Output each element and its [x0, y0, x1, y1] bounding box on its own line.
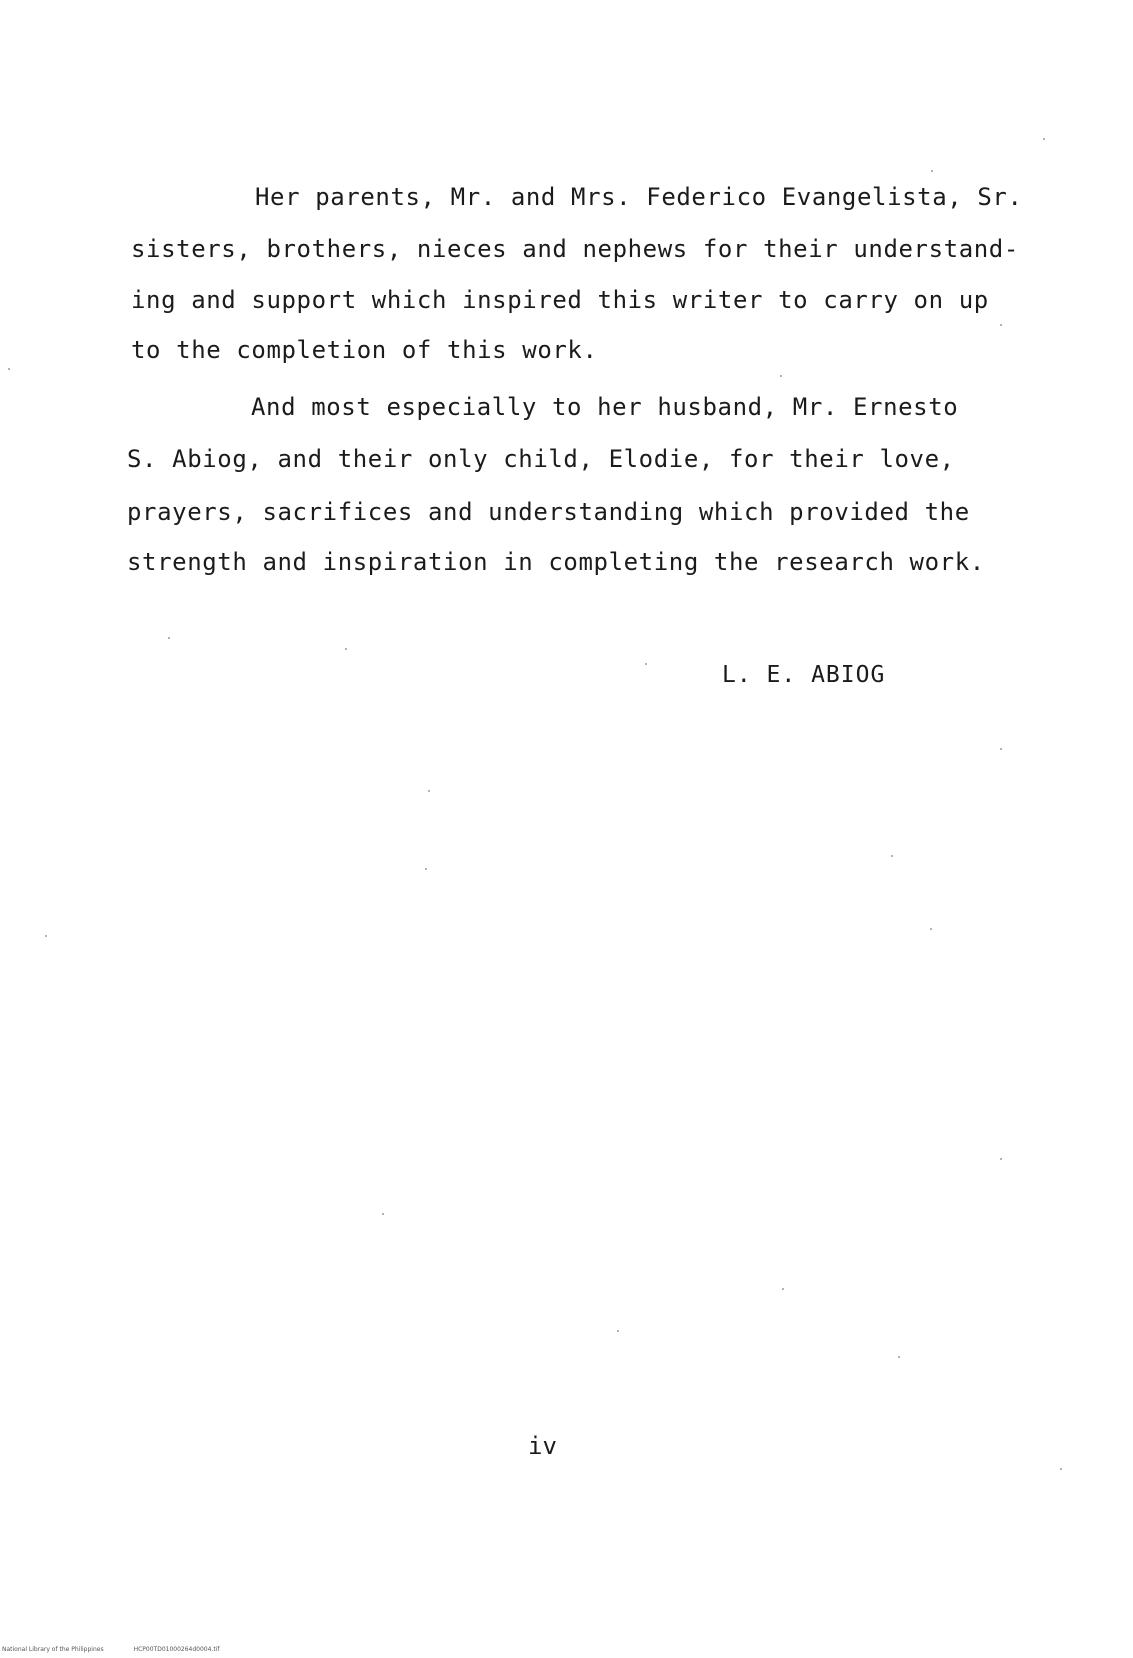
scan-speck — [891, 855, 893, 857]
text-line: And most especially to her husband, Mr. Ernesto — [251, 393, 959, 421]
scan-speck — [617, 1330, 619, 1332]
text-line: strength and inspiration in completing the research work. — [127, 548, 985, 576]
scan-speck — [1043, 138, 1045, 140]
scan-speck — [425, 868, 427, 870]
scan-speck — [8, 368, 10, 370]
scan-speck — [782, 1288, 784, 1290]
scan-speck — [1000, 748, 1002, 750]
scan-speck — [1000, 324, 1002, 326]
text-line: sisters, brothers, nieces and nephews for their understand- — [131, 235, 1019, 263]
scan-speck — [1060, 1468, 1062, 1470]
scan-footer — [2, 1646, 249, 1653]
text-line: prayers, sacrifices and understanding which provided the — [127, 498, 970, 526]
scan-speck — [931, 170, 933, 172]
scan-speck — [45, 935, 47, 937]
scan-speck — [898, 1356, 900, 1358]
page-number: iv — [528, 1432, 557, 1460]
text-line: to the completion of this work. — [131, 336, 598, 364]
scan-speck — [930, 928, 932, 930]
footer-library: National Library of the Philippines — [2, 1646, 104, 1653]
scan-speck — [780, 375, 782, 377]
scan-speck — [382, 1213, 384, 1215]
scan-speck — [168, 637, 170, 639]
footer-file-id: HCP00TD01000264d0004.tif — [133, 1646, 220, 1653]
text-line: Her parents, Mr. and Mrs. Federico Evangelista, Sr. — [255, 183, 1023, 211]
text-line: S. Abiog, and their only child, Elodie, for their love, — [127, 445, 955, 473]
scan-speck — [645, 663, 647, 665]
scan-speck — [428, 790, 430, 792]
scan-speck — [345, 648, 347, 650]
text-line: ing and support which inspired this writer to carry on up — [131, 286, 989, 314]
scan-speck — [1000, 1158, 1002, 1160]
author-signature: L. E. ABIOG — [722, 662, 886, 688]
